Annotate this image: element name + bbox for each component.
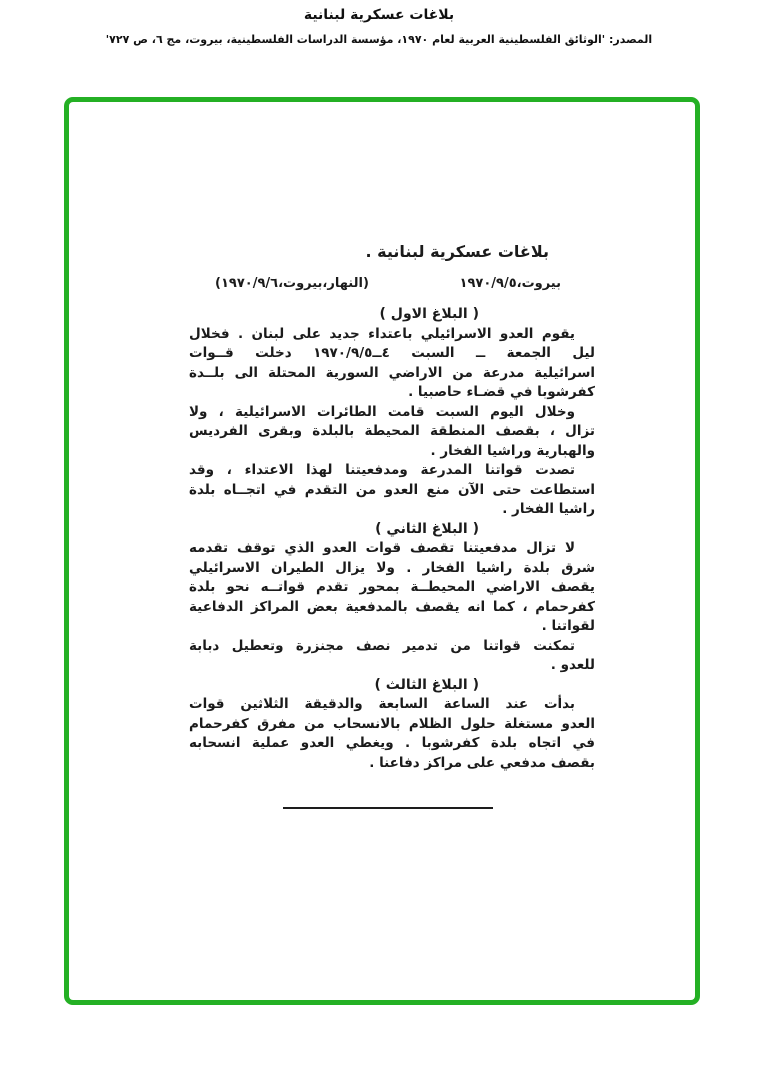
text-line: في اتجاه بلدة كفرشوبا . ويغطي العدو عملية انسحابه xyxy=(189,735,595,751)
text-line: للعدو . xyxy=(550,657,595,673)
section-heading: ( البلاغ الثالث ) xyxy=(374,676,479,693)
text-line: اسرائيلية مدرعة من الاراضي السورية المحتلة الى بلــدة xyxy=(189,364,595,381)
paragraph xyxy=(189,325,595,403)
end-divider xyxy=(283,807,493,809)
source-citation: المصدر: 'الوثائق الفلسطينية العربية لعام ١٩٧٠، مؤسسة الدراسات الفلسطينية، بيروت، مج ٦، ص ٧٢٧' xyxy=(105,33,653,46)
paragraph xyxy=(189,539,595,637)
text-line: وخلال اليوم السبت قامت الطائرات الاسرائيلية ، ولا xyxy=(189,403,575,420)
text-line: يقوم العدو الاسرائيلي باعتداء جديد على لبنان . فخلال xyxy=(189,325,575,342)
scanned-document xyxy=(189,242,595,809)
page-title: بلاغات عسكرية لبنانية xyxy=(303,7,455,23)
dateline xyxy=(189,275,595,293)
text-line: كفرحمام ، كما انه يقصف بالمدفعية بعض المراكز الدفاعية xyxy=(189,598,595,615)
text-line: العدو مستغلة حلول الظلام بالانسحاب من مفرق كفرحمام xyxy=(189,715,595,732)
text-line: تصدت قواتنا المدرعة ومدفعيتنا لهذا الاعتداء ، وقد xyxy=(189,462,575,478)
text-line: بدأت عند الساعة السابعة والدقيقة الثلاثين قوات xyxy=(189,696,575,712)
document-body xyxy=(189,305,595,773)
text-line: استطاعت حتى الآن منع العدو من التقدم في اتجــاه بلدة xyxy=(189,481,595,498)
dateline-attribution: (النهار،بيروت،١٩٧٠/٩/٦) xyxy=(215,276,369,291)
text-line: بقصف مدفعي على مراكز دفاعنا . xyxy=(369,754,595,771)
text-line: تزال ، بقصف المنطقة المحيطة بالبلدة وبقرى الفرديس xyxy=(189,423,595,439)
paragraph xyxy=(189,695,595,773)
text-line: يقصف الاراضي المحيطــة بمحور تقدم قواتــه نحو بلدة xyxy=(189,579,595,595)
text-line: تمكنت قواتنا من تدمير نصف مجنزرة وتعطيل دبابة xyxy=(189,637,575,654)
document-title: بلاغات عسكرية لبنانية . xyxy=(365,242,549,261)
paragraph xyxy=(189,403,595,462)
text-line: والهبارية وراشيا الفخار . xyxy=(430,442,595,459)
document-frame xyxy=(64,97,700,1005)
section-heading: ( البلاغ الاول ) xyxy=(379,306,479,322)
text-line: كفرشوبا في قضـاء حاصبيا . xyxy=(408,384,595,400)
text-line: شرق بلدة راشيا الفخار . ولا يزال الطيران الاسرائيلي xyxy=(189,559,595,576)
section-heading: ( البلاغ الثاني ) xyxy=(375,520,479,537)
text-line: راشيا الفخار . xyxy=(502,501,595,517)
paragraph xyxy=(189,637,595,676)
page-header xyxy=(0,6,758,47)
text-line: لقواتنا . xyxy=(541,618,595,634)
dateline-place-date: بيروت،١٩٧٠/٩/٥ xyxy=(459,276,561,291)
paragraph xyxy=(189,461,595,520)
text-line: لا تزال مدفعيتنا تقصف قوات العدو الذي توقف تقدمه xyxy=(189,540,575,556)
text-line: ليل الجمعة ــ السبت ٤ــ١٩٧٠/٩/٥ دخلت قــوات xyxy=(189,345,595,361)
